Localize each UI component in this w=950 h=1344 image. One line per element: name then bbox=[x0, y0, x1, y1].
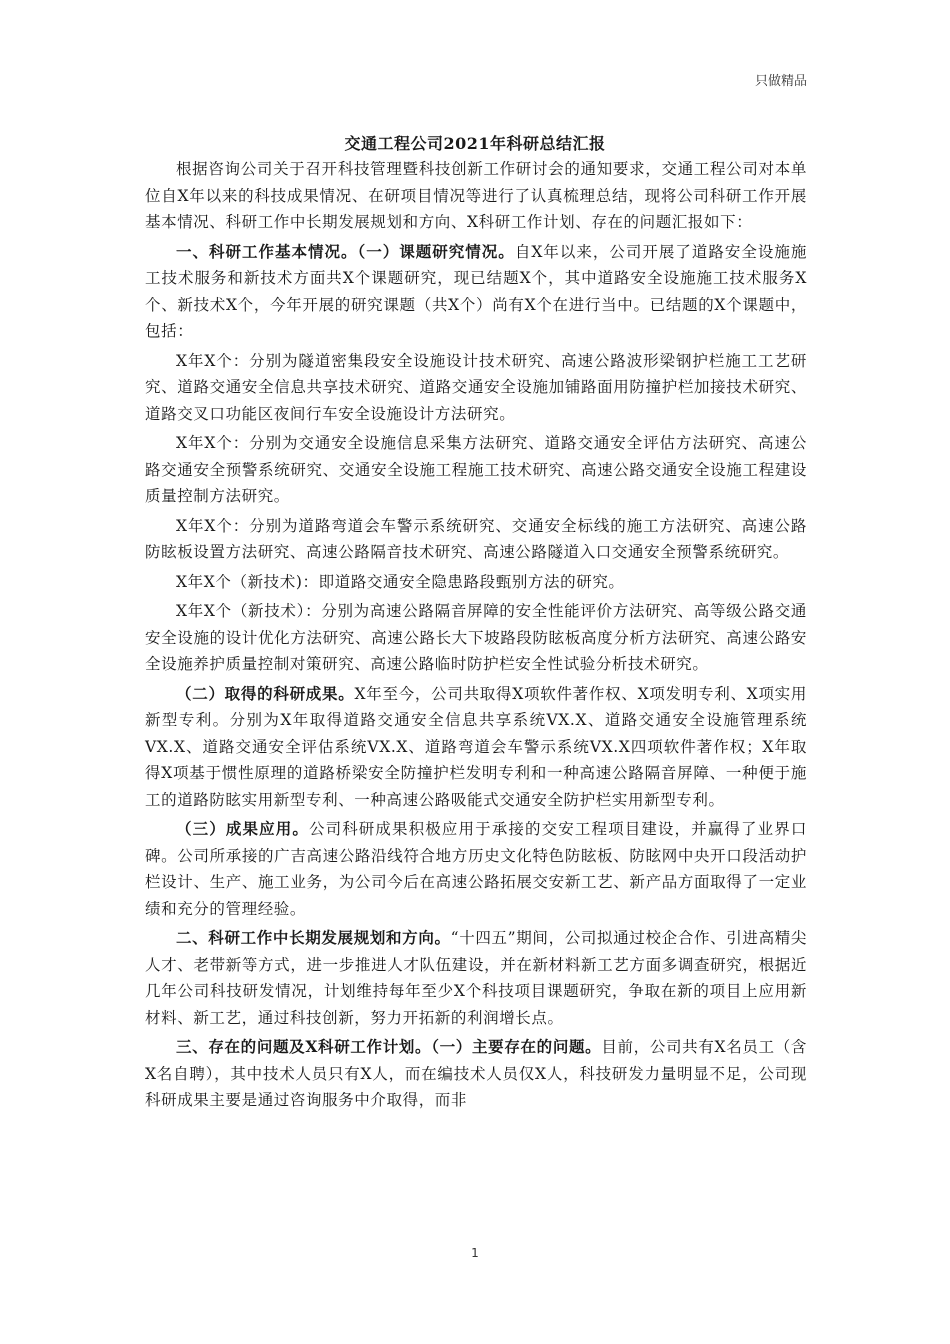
paragraph-text: 目前，公司共有X名员工（含X名自聘），其中技术人员只有X人，而在编技术人员仅X人，科技研发力量明显不足，公司现科研成果主要是通过咨询服务中介取得，而非 bbox=[145, 1038, 807, 1109]
paragraph-application bbox=[145, 816, 807, 922]
paragraph-text: 公司科研成果积极应用于承接的交安工程项目建设，并赢得了业界口碑。公司所承接的广吉高速公路沿线符合地方历史文化特色防眩板、防眩网中央开口段活动护栏设计、生产、施工业务，为公司今后在高速公路拓展交安新工艺、新产品方面取得了一定业绩和充分的管理经验。 bbox=[145, 820, 807, 918]
page-number: 1 bbox=[471, 1246, 479, 1260]
section-heading: 一、科研工作基本情况。（一）课题研究情况。 bbox=[176, 241, 515, 261]
paragraph-section-2 bbox=[145, 925, 807, 1031]
paragraph-section-3 bbox=[145, 1034, 807, 1114]
paragraph-year-list-5: X年X个（新技术）：分别为高速公路隔音屏障的安全性能评价方法研究、高等级公路交通安全设施的设计优化方法研究、高速公路长大下坡路段防眩板高度分析方法研究、高速公路安全设施养护质量控制对策研究、高速公路临时防护栏安全性试验分析技术研究。 bbox=[145, 602, 807, 673]
section-heading: 二、科研工作中长期发展规划和方向。 bbox=[176, 928, 451, 947]
paragraph-section-1 bbox=[145, 239, 807, 345]
section-heading: （三）成果应用。 bbox=[176, 819, 309, 838]
paragraph-intro: 根据咨询公司关于召开科技管理暨科技创新工作研讨会的通知要求，交通工程公司对本单位自X年以来的科技成果情况、在研项目情况等进行了认真梳理总结，现将公司科研工作开展基本情况、科研工作中长期发展规划和方向、X科研工作计划、存在的问题汇报如下： bbox=[145, 160, 807, 231]
document-body bbox=[145, 156, 807, 1117]
section-heading: 三、存在的问题及X科研工作计划。（一）主要存在的问题。 bbox=[176, 1037, 602, 1056]
page-header: 只做精品 bbox=[754, 74, 807, 89]
document-title: 交通工程公司2021年科研总结汇报 bbox=[344, 134, 606, 153]
paragraph-year-list-3: X年X个：分别为道路弯道会车警示系统研究、交通安全标线的施工方法研究、高速公路防眩板设置方法研究、高速公路隔音技术研究、高速公路隧道入口交通安全预警系统研究。 bbox=[145, 516, 807, 561]
paragraph-year-list-1: X年X个：分别为隧道密集段安全设施设计技术研究、高速公路波形梁钢护栏施工工艺研究、道路交通安全信息共享技术研究、道路交通安全设施加铺路面用防撞护栏加接技术研究、道路交叉口功能区夜间行车安全设施设计方法研究。 bbox=[145, 351, 807, 423]
paragraph-text: 自X年以来，公司开展了道路安全设施施工技术服务和新技术方面共X个课题研究，现已结题X个，其中道路安全设施施工技术服务X个、新技术X个，今年开展的研究课题（共X个）尚有X个在进行当中。已结题的X个课题中，包括： bbox=[145, 242, 807, 340]
section-heading: （二）取得的科研成果。 bbox=[176, 683, 355, 703]
paragraph-text: “十四五”期间，公司拟通过校企合作、引进高精尖人才、老带新等方式，进一步推进人才队伍建设，并在新材料新工艺方面多调查研究，根据近几年公司科技研发情况，计划维持每年至少X个科技项目课题研究，争取在新的项目上应用新材料、新工艺，通过科技创新，努力开拓新的利润增长点。 bbox=[145, 929, 807, 1027]
paragraph-year-list-4: X年X个（新技术)：即道路交通安全隐患路段甄别方法的研究。 bbox=[176, 572, 625, 591]
paragraph-year-list-2: X年X个：分别为交通安全设施信息采集方法研究、道路交通安全评估方法研究、高速公路交通安全预警系统研究、交通安全设施工程施工技术研究、高速公路交通安全设施工程建设质量控制方法研究。 bbox=[145, 434, 807, 505]
paragraph-achievements bbox=[145, 681, 807, 814]
paragraph-text: X年至今，公司共取得X项软件著作权、X项发明专利、X项实用新型专利。分别为X年取得道路交通安全信息共享系统VX.X、道路交通安全设施管理系统VX.X、道路交通安全评估系统VX.X、道路弯道会车警示系统VX.X四项软件著作权；X年取得X项基于惯性原理的道路桥梁安全防撞护栏发明专利和一种高速公路隔音屏障、一种便于施工的道路防眩实用新型专利、一种高速公路吸能式交通安全防护栏实用新型专利。 bbox=[145, 684, 807, 809]
